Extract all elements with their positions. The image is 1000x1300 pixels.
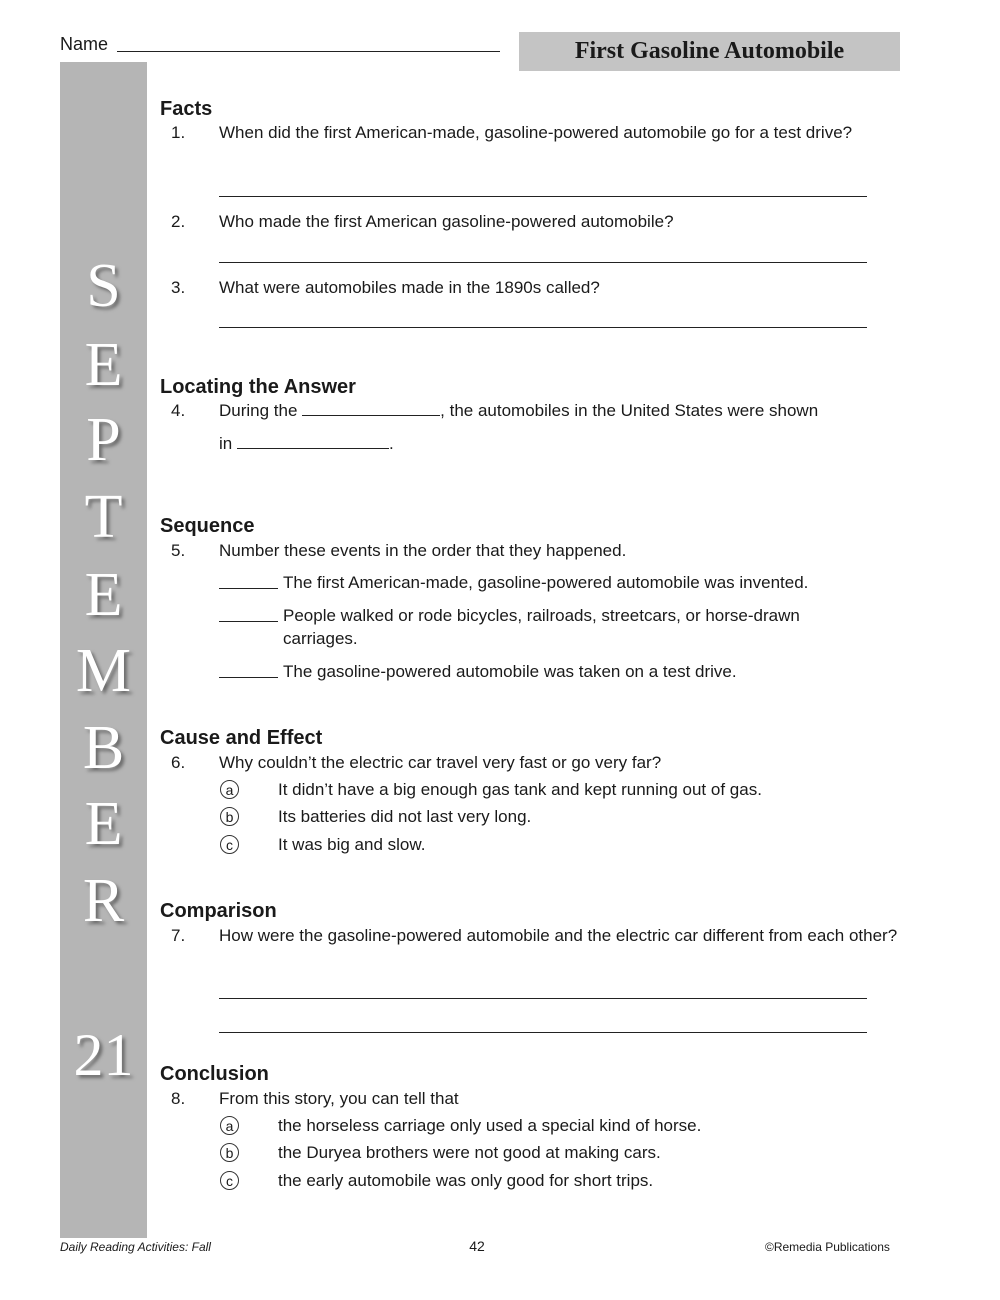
question-number: 4. — [171, 401, 186, 420]
question-text: What were automobiles made in the 1890s called? — [219, 278, 600, 297]
option-bubble-c[interactable]: c — [220, 835, 239, 854]
question-text — [219, 432, 899, 455]
month-letter: P — [86, 406, 121, 474]
question-number: 7. — [171, 926, 186, 945]
option-text: It didn’t have a big enough gas tank and kept running out of gas. — [278, 780, 762, 799]
footer-publisher: ©Remedia Publications — [765, 1240, 890, 1254]
section-heading-locating: Locating the Answer — [160, 376, 356, 398]
page-title: First Gasoline Automobile — [519, 32, 900, 71]
answer-line[interactable] — [219, 196, 867, 197]
sequence-text: The gasoline-powered automobile was taken on a test drive. — [283, 662, 737, 681]
question-text-part: During the — [219, 401, 298, 420]
option-bubble-a[interactable]: a — [220, 780, 239, 799]
question-number: 1. — [171, 123, 186, 142]
question-number: 8. — [171, 1089, 186, 1108]
option-bubble-c[interactable]: c — [220, 1171, 239, 1190]
month-letter: E — [84, 790, 123, 858]
question-number: 5. — [171, 541, 186, 560]
option-text: the early automobile was only good for short trips. — [278, 1171, 654, 1190]
page-number: 42 — [469, 1238, 485, 1254]
question-text-part: in — [219, 434, 233, 453]
option-bubble-b[interactable]: b — [220, 807, 239, 826]
answer-line[interactable] — [219, 1032, 867, 1033]
day-number: 21 — [73, 1022, 134, 1088]
question-number: 2. — [171, 212, 186, 231]
question-text: From this story, you can tell that — [219, 1089, 459, 1108]
option-bubble-b[interactable]: b — [220, 1143, 239, 1162]
option-text: Its batteries did not last very long. — [278, 807, 532, 826]
question-text-part: , the automobiles in the United States were shown — [440, 401, 819, 420]
month-letter: S — [86, 252, 121, 320]
sequence-text: People walked or rode bicycles, railroads, streetcars, or horse-drawn carriages. — [283, 606, 800, 648]
month-letter: B — [82, 714, 125, 782]
month-letter: E — [84, 331, 123, 399]
section-heading-facts: Facts — [160, 98, 213, 120]
section-heading-cause-effect: Cause and Effect — [160, 727, 323, 749]
question-text: When did the first American-made, gasoline-powered automobile go for a test drive? — [219, 123, 853, 142]
answer-line[interactable] — [219, 327, 867, 328]
month-letter: T — [84, 483, 123, 551]
section-heading-sequence: Sequence — [160, 515, 255, 537]
month-letter: M — [75, 637, 132, 705]
option-text: the Duryea brothers were not good at making cars. — [278, 1143, 661, 1162]
month-letter: R — [82, 867, 125, 935]
option-text: the horseless carriage only used a special kind of horse. — [278, 1116, 702, 1135]
name-label: Name — [60, 34, 109, 54]
fill-in-blank[interactable] — [302, 399, 440, 416]
answer-line[interactable] — [219, 998, 867, 999]
question-text — [219, 399, 899, 422]
footer-book-title: Daily Reading Activities: Fall — [60, 1240, 211, 1254]
question-number: 6. — [171, 753, 186, 772]
option-text: It was big and slow. — [278, 835, 426, 854]
question-number: 3. — [171, 278, 186, 297]
question-text-part: . — [388, 434, 394, 453]
section-heading-comparison: Comparison — [160, 900, 277, 922]
section-heading-conclusion: Conclusion — [160, 1063, 269, 1085]
question-text: How were the gasoline-powered automobile and the electric car different from each other? — [219, 926, 898, 945]
month-letter: E — [84, 561, 123, 629]
option-bubble-a[interactable]: a — [220, 1116, 239, 1135]
question-text: Who made the first American gasoline-powered automobile? — [219, 212, 674, 231]
question-text: Number these events in the order that they happened. — [219, 541, 627, 560]
question-text: Why couldn’t the electric car travel very fast or go very far? — [219, 753, 662, 772]
sequence-text: The first American-made, gasoline-powered automobile was invented. — [283, 573, 809, 592]
sequence-number-blank[interactable] — [219, 677, 278, 678]
answer-line[interactable] — [219, 262, 867, 263]
sequence-number-blank[interactable] — [219, 588, 278, 589]
sequence-number-blank[interactable] — [219, 621, 278, 622]
fill-in-blank[interactable] — [237, 432, 389, 449]
